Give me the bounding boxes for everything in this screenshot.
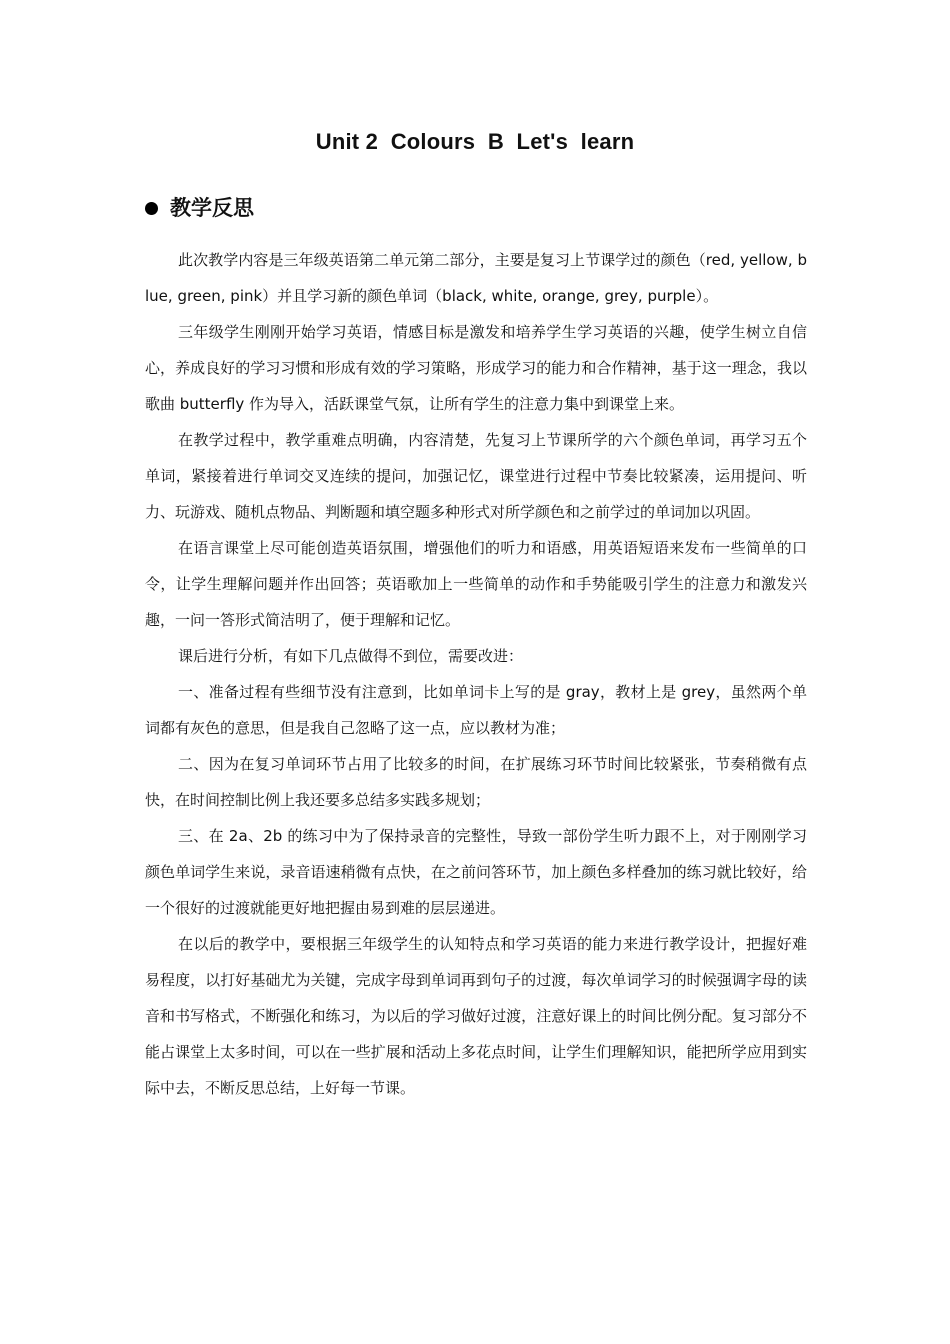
paragraph: 二、因为在复习单词环节占用了比较多的时间，在扩展练习环节时间比较紧张，节奏稍微有点快，在时间控制比例上我还要多总结多实践多规划； (145, 755, 807, 809)
document-title: Unit 2 Colours B Let's learn (315, 129, 635, 154)
paragraph: 一、准备过程有些细节没有注意到，比如单词卡上写的是 gray，教材上是 grey，虽然两个单词都有灰色的意思，但是我自己忽略了这一点，应以教材为准； (145, 683, 807, 737)
paragraph: 在以后的教学中，要根据三年级学生的认知特点和学习英语的能力来进行教学设计，把握好难易程度，以打好基础尤为关键，完成字母到单词再到句子的过渡，每次单词学习的时候强调字母的读音和书写格式，不断强化和练习，为以后的学习做好过渡，注意好课上的时间比例分配。复习部分不能占课堂上太多时间，可以在一些扩展和活动上多花点时间，让学生们理解知识，能把所学应用到实际中去，不断反思总结，上好每一节课。 (145, 935, 807, 1097)
paragraph: 此次教学内容是三年级英语第二单元第二部分，主要是复习上节课学过的颜色（red, yellow, blue, green, pink）并且学习新的颜色单词（black, white, orange, grey, purple）。 (145, 251, 807, 305)
section-heading-text: 教学反思 (170, 196, 254, 220)
paragraph: 三、在 2a、2b 的练习中为了保持录音的完整性，导致一部份学生听力跟不上，对于刚刚学习颜色单词学生来说，录音语速稍微有点快，在之前问答环节，加上颜色多样叠加的练习就比较好，给一个很好的过渡就能更好地把握由易到难的层层递进。 (145, 827, 807, 917)
section-heading (145, 192, 254, 224)
paragraph: 三年级学生刚刚开始学习英语，情感目标是激发和培养学生学习英语的兴趣，使学生树立自信心，养成良好的学习习惯和形成有效的学习策略，形成学习的能力和合作精神，基于这一理念，我以歌曲 butterfly 作为导入，活跃课堂气氛，让所有学生的注意力集中到课堂上来。 (145, 323, 807, 413)
bullet-icon (145, 202, 158, 215)
paragraph: 课后进行分析，有如下几点做得不到位，需要改进： (178, 647, 524, 665)
paragraph: 在教学过程中，教学重难点明确，内容清楚，先复习上节课所学的六个颜色单词，再学习五个单词，紧接着进行单词交叉连续的提问，加强记忆，课堂进行过程中节奏比较紧凑，运用提问、听力、玩游戏、随机点物品、判断题和填空题多种形式对所学颜色和之前学过的单词加以巩固。 (145, 431, 807, 521)
document-body (145, 242, 807, 1106)
paragraph: 在语言课堂上尽可能创造英语氛围，增强他们的听力和语感，用英语短语来发布一些简单的口令，让学生理解问题并作出回答；英语歌加上一些简单的动作和手势能吸引学生的注意力和激发兴趣，一问一答形式简洁明了，便于理解和记忆。 (145, 539, 807, 629)
